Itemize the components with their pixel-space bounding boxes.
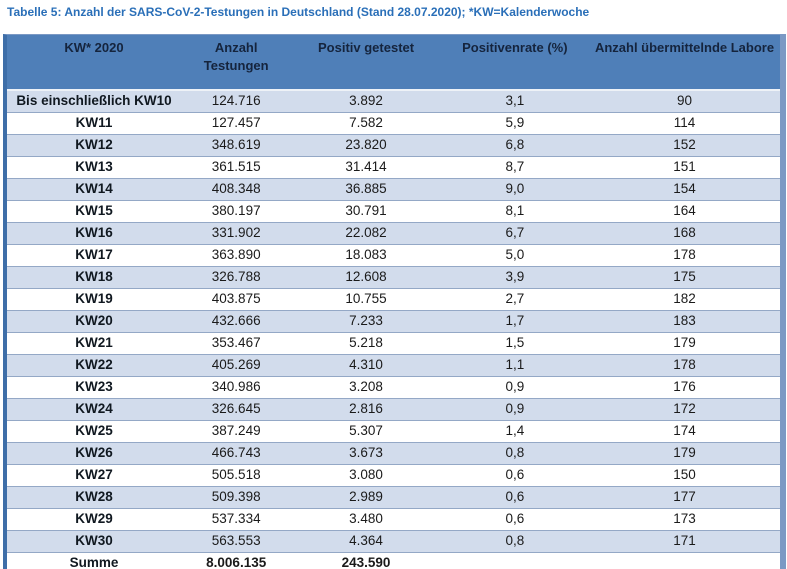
cell-positivenrate: 0,6 xyxy=(441,465,589,487)
cell-labore: 179 xyxy=(589,333,780,355)
table-row xyxy=(7,245,780,267)
testing-table xyxy=(7,35,780,569)
table-row xyxy=(7,509,780,531)
cell-positiv: 4.364 xyxy=(291,531,440,553)
table-row xyxy=(7,113,780,135)
cell-positiv: 23.820 xyxy=(291,135,440,157)
cell-kw: KW15 xyxy=(7,201,181,223)
cell-testungen: 127.457 xyxy=(181,113,292,135)
table-row xyxy=(7,157,780,179)
cell-positivenrate: 2,7 xyxy=(441,289,589,311)
cell-labore: 178 xyxy=(589,245,780,267)
cell-positiv: 5.307 xyxy=(291,421,440,443)
table-row xyxy=(7,355,780,377)
table-row xyxy=(7,289,780,311)
cell-testungen: 537.334 xyxy=(181,509,292,531)
cell-labore: 168 xyxy=(589,223,780,245)
cell-labore: 172 xyxy=(589,399,780,421)
cell-testungen: 331.902 xyxy=(181,223,292,245)
table-row xyxy=(7,399,780,421)
cell-positiv: 10.755 xyxy=(291,289,440,311)
cell-kw: KW25 xyxy=(7,421,181,443)
cell-positivenrate: 0,8 xyxy=(441,531,589,553)
cell-positiv: 3.480 xyxy=(291,509,440,531)
cell-kw: KW20 xyxy=(7,311,181,333)
column-header-kw: KW* 2020 xyxy=(7,35,181,90)
table-row xyxy=(7,201,780,223)
cell-positivenrate: 0,6 xyxy=(441,509,589,531)
cell-positiv: 243.590 xyxy=(291,553,440,569)
cell-positiv: 12.608 xyxy=(291,267,440,289)
cell-testungen: 124.716 xyxy=(181,90,292,113)
cell-testungen: 405.269 xyxy=(181,355,292,377)
cell-testungen: 340.986 xyxy=(181,377,292,399)
cell-testungen: 353.467 xyxy=(181,333,292,355)
cell-kw: KW11 xyxy=(7,113,181,135)
cell-testungen: 466.743 xyxy=(181,443,292,465)
table-header xyxy=(7,35,780,90)
table-row xyxy=(7,487,780,509)
cell-kw: KW14 xyxy=(7,179,181,201)
cell-kw: KW18 xyxy=(7,267,181,289)
cell-testungen: 348.619 xyxy=(181,135,292,157)
cell-testungen: 563.553 xyxy=(181,531,292,553)
table-row xyxy=(7,311,780,333)
cell-positiv: 5.218 xyxy=(291,333,440,355)
cell-positiv: 3.673 xyxy=(291,443,440,465)
cell-positiv: 36.885 xyxy=(291,179,440,201)
cell-kw: KW19 xyxy=(7,289,181,311)
cell-labore xyxy=(589,553,780,569)
cell-labore: 177 xyxy=(589,487,780,509)
cell-positivenrate xyxy=(441,553,589,569)
cell-positivenrate: 5,9 xyxy=(441,113,589,135)
cell-testungen: 326.788 xyxy=(181,267,292,289)
cell-testungen: 505.518 xyxy=(181,465,292,487)
column-header-labore: Anzahl übermittelnde Labore xyxy=(589,35,780,90)
cell-labore: 173 xyxy=(589,509,780,531)
cell-kw: KW28 xyxy=(7,487,181,509)
cell-testungen: 408.348 xyxy=(181,179,292,201)
cell-positivenrate: 8,7 xyxy=(441,157,589,179)
cell-positiv: 2.816 xyxy=(291,399,440,421)
cell-positivenrate: 8,1 xyxy=(441,201,589,223)
cell-kw: KW26 xyxy=(7,443,181,465)
cell-labore: 152 xyxy=(589,135,780,157)
cell-labore: 176 xyxy=(589,377,780,399)
cell-kw: KW16 xyxy=(7,223,181,245)
cell-positivenrate: 1,1 xyxy=(441,355,589,377)
cell-testungen: 380.197 xyxy=(181,201,292,223)
cell-positiv: 18.083 xyxy=(291,245,440,267)
table-row xyxy=(7,421,780,443)
cell-positivenrate: 0,9 xyxy=(441,377,589,399)
cell-positiv: 3.208 xyxy=(291,377,440,399)
cell-kw: KW12 xyxy=(7,135,181,157)
cell-kw: KW13 xyxy=(7,157,181,179)
cell-positivenrate: 3,1 xyxy=(441,90,589,113)
cell-kw: KW29 xyxy=(7,509,181,531)
header-row xyxy=(7,35,780,90)
cell-positivenrate: 1,5 xyxy=(441,333,589,355)
cell-labore: 154 xyxy=(589,179,780,201)
cell-positiv: 3.892 xyxy=(291,90,440,113)
cell-positiv: 2.989 xyxy=(291,487,440,509)
cell-positiv: 31.414 xyxy=(291,157,440,179)
cell-testungen: 387.249 xyxy=(181,421,292,443)
cell-positiv: 22.082 xyxy=(291,223,440,245)
cell-labore: 175 xyxy=(589,267,780,289)
table-row xyxy=(7,90,780,113)
column-header-positivenrate: Positivenrate (%) xyxy=(441,35,589,90)
cell-positiv: 7.582 xyxy=(291,113,440,135)
cell-testungen: 403.875 xyxy=(181,289,292,311)
cell-positivenrate: 3,9 xyxy=(441,267,589,289)
cell-testungen: 361.515 xyxy=(181,157,292,179)
cell-positivenrate: 6,7 xyxy=(441,223,589,245)
cell-positiv: 30.791 xyxy=(291,201,440,223)
table-row xyxy=(7,531,780,553)
cell-positivenrate: 5,0 xyxy=(441,245,589,267)
cell-kw: KW23 xyxy=(7,377,181,399)
cell-positivenrate: 9,0 xyxy=(441,179,589,201)
cell-kw: Bis einschließlich KW10 xyxy=(7,90,181,113)
table-row xyxy=(7,333,780,355)
cell-positivenrate: 6,8 xyxy=(441,135,589,157)
table-row xyxy=(7,465,780,487)
cell-kw: Summe xyxy=(7,553,181,569)
cell-kw: KW21 xyxy=(7,333,181,355)
cell-labore: 171 xyxy=(589,531,780,553)
table-row xyxy=(7,179,780,201)
cell-positiv: 4.310 xyxy=(291,355,440,377)
column-header-testungen: Anzahl Testungen xyxy=(181,35,292,90)
cell-testungen: 8.006.135 xyxy=(181,553,292,569)
cell-labore: 179 xyxy=(589,443,780,465)
cell-positiv: 7.233 xyxy=(291,311,440,333)
cell-kw: KW24 xyxy=(7,399,181,421)
table-row xyxy=(7,443,780,465)
cell-labore: 183 xyxy=(589,311,780,333)
cell-labore: 114 xyxy=(589,113,780,135)
cell-labore: 150 xyxy=(589,465,780,487)
cell-kw: KW27 xyxy=(7,465,181,487)
cell-labore: 164 xyxy=(589,201,780,223)
table-row xyxy=(7,135,780,157)
table-row xyxy=(7,377,780,399)
table-body xyxy=(7,90,780,569)
table-row xyxy=(7,553,780,569)
cell-testungen: 432.666 xyxy=(181,311,292,333)
cell-testungen: 326.645 xyxy=(181,399,292,421)
cell-kw: KW22 xyxy=(7,355,181,377)
cell-labore: 182 xyxy=(589,289,780,311)
cell-labore: 151 xyxy=(589,157,780,179)
cell-positivenrate: 1,7 xyxy=(441,311,589,333)
cell-positivenrate: 0,8 xyxy=(441,443,589,465)
table-caption: Tabelle 5: Anzahl der SARS-CoV-2-Testungen in Deutschland (Stand 28.07.2020); *KW=Kalenderwoche xyxy=(7,5,590,19)
cell-labore: 178 xyxy=(589,355,780,377)
cell-testungen: 363.890 xyxy=(181,245,292,267)
cell-positivenrate: 0,9 xyxy=(441,399,589,421)
cell-labore: 174 xyxy=(589,421,780,443)
cell-positiv: 3.080 xyxy=(291,465,440,487)
cell-positivenrate: 0,6 xyxy=(441,487,589,509)
cell-labore: 90 xyxy=(589,90,780,113)
cell-positivenrate: 1,4 xyxy=(441,421,589,443)
testing-table-frame xyxy=(3,34,786,569)
table-row xyxy=(7,267,780,289)
cell-kw: KW30 xyxy=(7,531,181,553)
column-header-positiv: Positiv getestet xyxy=(291,35,440,90)
table-row xyxy=(7,223,780,245)
cell-testungen: 509.398 xyxy=(181,487,292,509)
cell-kw: KW17 xyxy=(7,245,181,267)
